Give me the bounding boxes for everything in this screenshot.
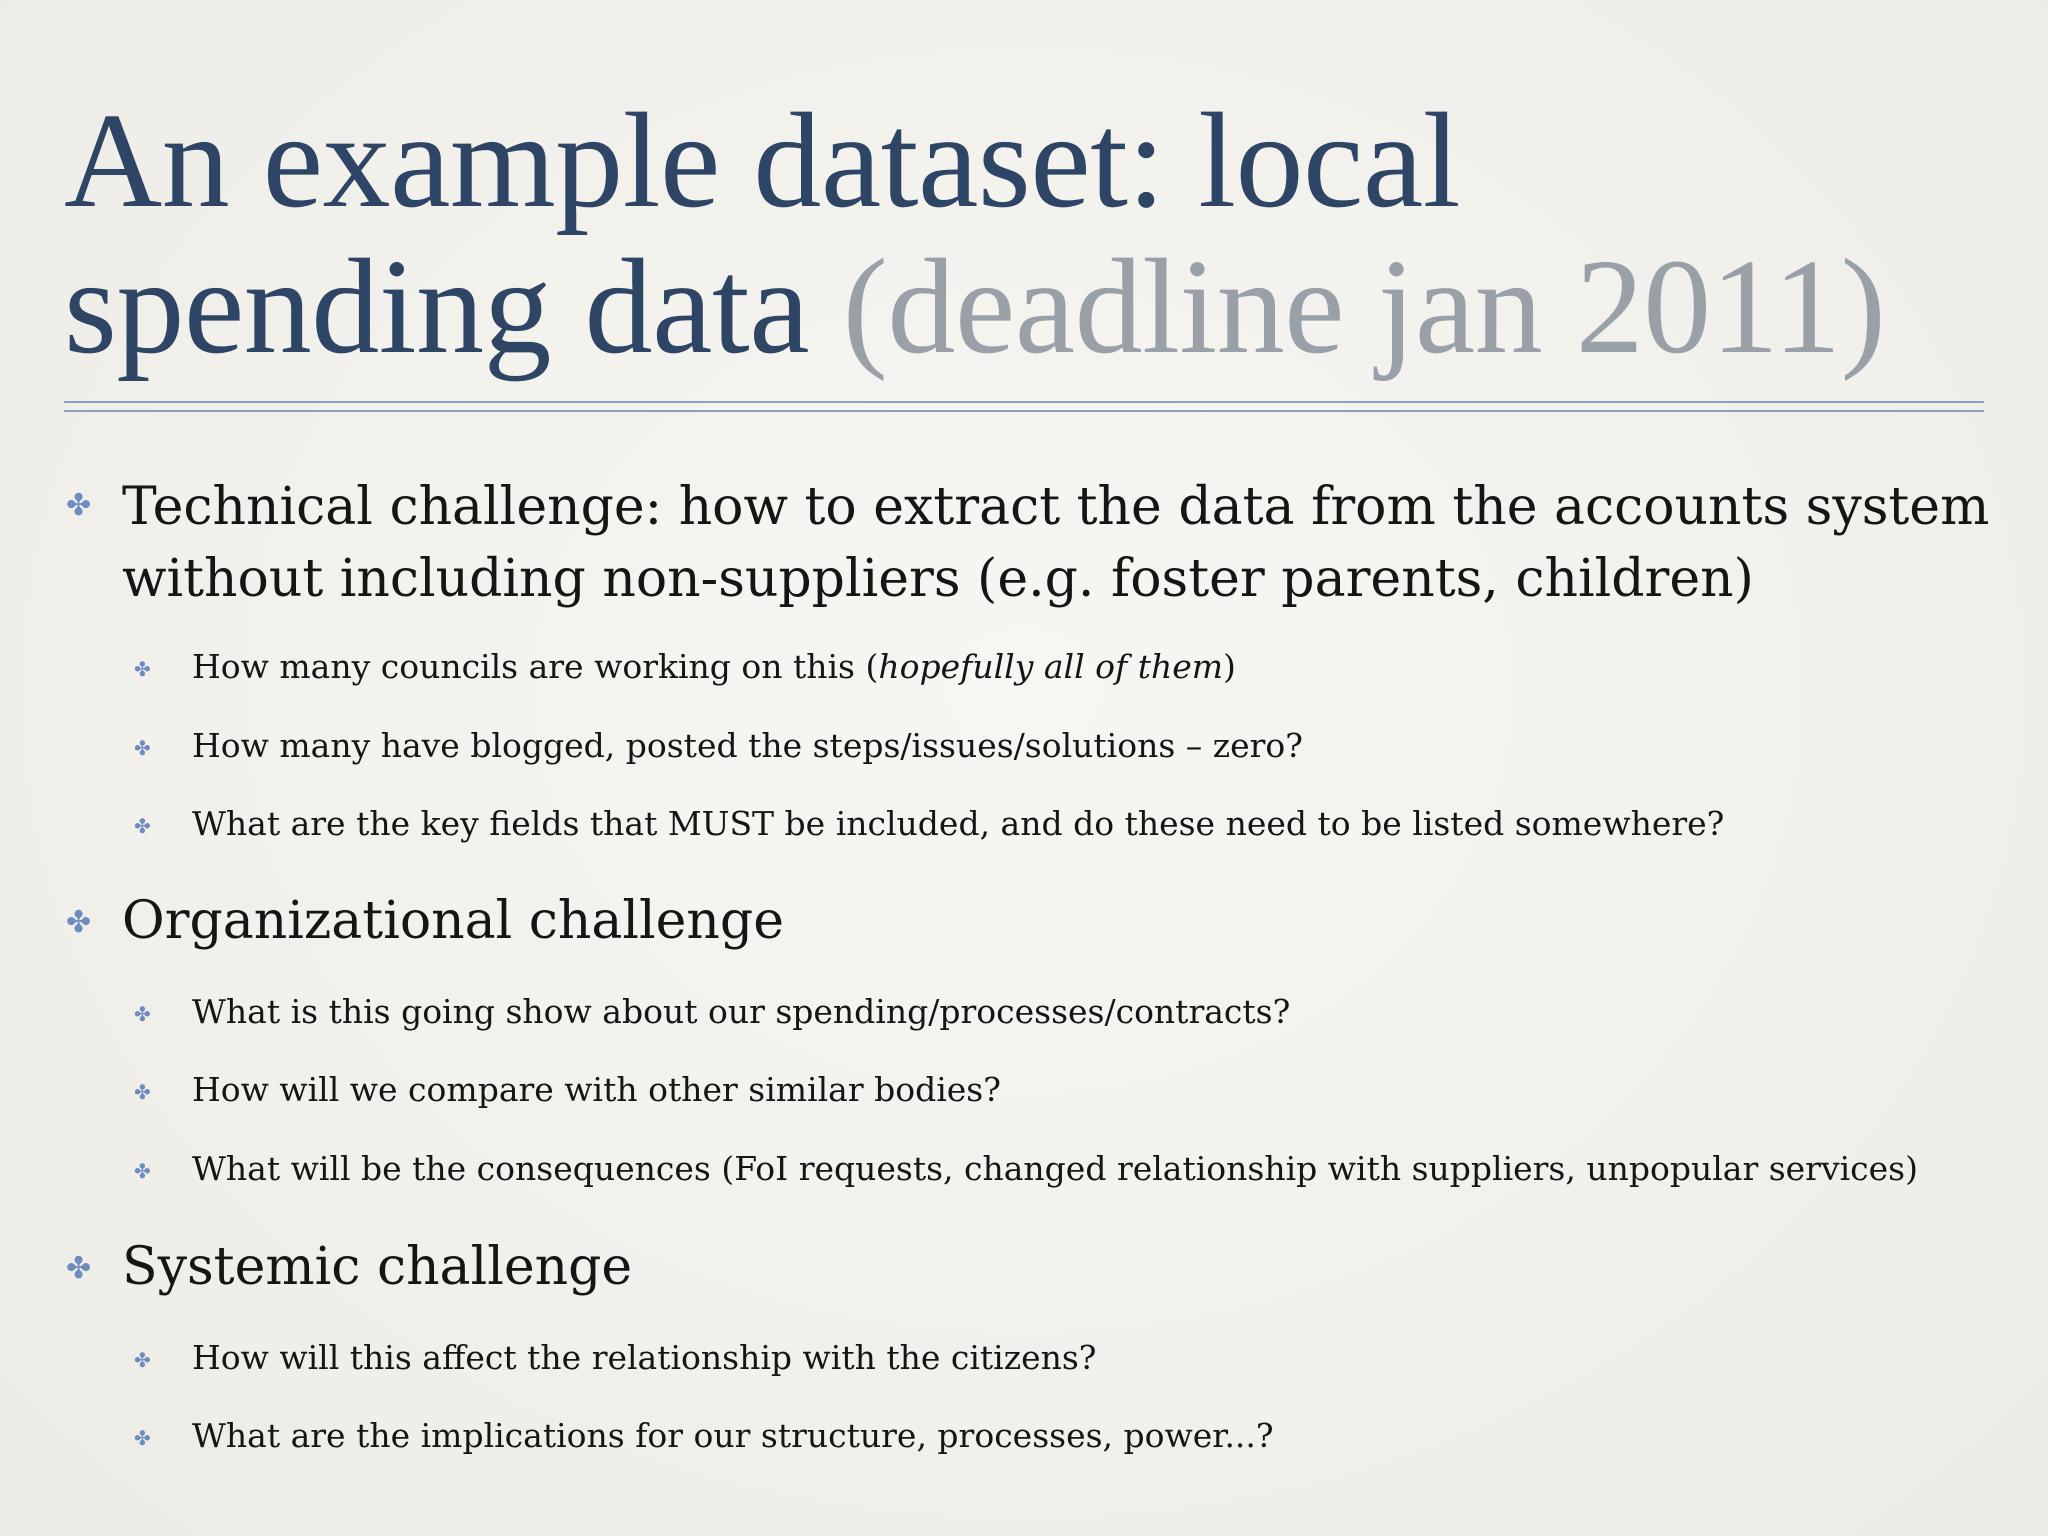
sub-bullet-councils: How many councils are working on this (hopefully all of them) bbox=[192, 647, 1236, 686]
bullet-flower-icon: ✤ bbox=[66, 1251, 92, 1286]
bullet-flower-icon: ✤ bbox=[66, 488, 92, 523]
sub-bullet-blogged: How many have blogged, posted the steps/issues/solutions – zero? bbox=[192, 726, 1303, 765]
sub-bullet-spending: What is this going show about our spending/processes/contracts? bbox=[192, 992, 1291, 1031]
bullet-technical-line1: Technical challenge: how to extract the data from the accounts system bbox=[122, 477, 1990, 537]
sub-bullet-compare: How will we compare with other similar bodies? bbox=[192, 1070, 1001, 1109]
sub-bullet-implications: What are the implications for our structure, processes, power...? bbox=[192, 1416, 1274, 1455]
sub-bullet-consequences: What will be the consequences (FoI requests, changed relationship with suppliers, unpopular services) bbox=[192, 1149, 1918, 1188]
title-divider-top bbox=[64, 401, 1984, 403]
title-divider-bottom bbox=[64, 410, 1984, 412]
sub-bullet-flower-icon: ✤ bbox=[134, 1159, 151, 1183]
sub-bullet-flower-icon: ✤ bbox=[134, 1002, 151, 1026]
sub-bullet-flower-icon: ✤ bbox=[134, 1348, 151, 1372]
sub-bullet-flower-icon: ✤ bbox=[134, 1080, 151, 1104]
sub-bullet-key-fields: What are the key fields that MUST be included, and do these need to be listed somewhere? bbox=[192, 804, 1725, 843]
bullet-organizational: Organizational challenge bbox=[122, 891, 784, 951]
title-line2: spending data bbox=[64, 232, 810, 382]
sub-bullet-citizens: How will this affect the relationship with the citizens? bbox=[192, 1338, 1097, 1377]
sub-bullet-flower-icon: ✤ bbox=[134, 814, 151, 838]
sub-bullet-flower-icon: ✤ bbox=[134, 736, 151, 760]
sub-bullet-flower-icon: ✤ bbox=[134, 1426, 151, 1450]
bullet-technical-line2: without including non-suppliers (e.g. foster parents, children) bbox=[122, 549, 1754, 609]
sub-bullet-flower-icon: ✤ bbox=[134, 657, 151, 681]
title-line1: An example dataset: local bbox=[64, 86, 1461, 236]
title-deadline: (deadline jan 2011) bbox=[842, 232, 1886, 382]
bullet-systemic: Systemic challenge bbox=[122, 1237, 633, 1297]
bullet-flower-icon: ✤ bbox=[66, 905, 92, 940]
slide-title bbox=[64, 88, 2004, 380]
